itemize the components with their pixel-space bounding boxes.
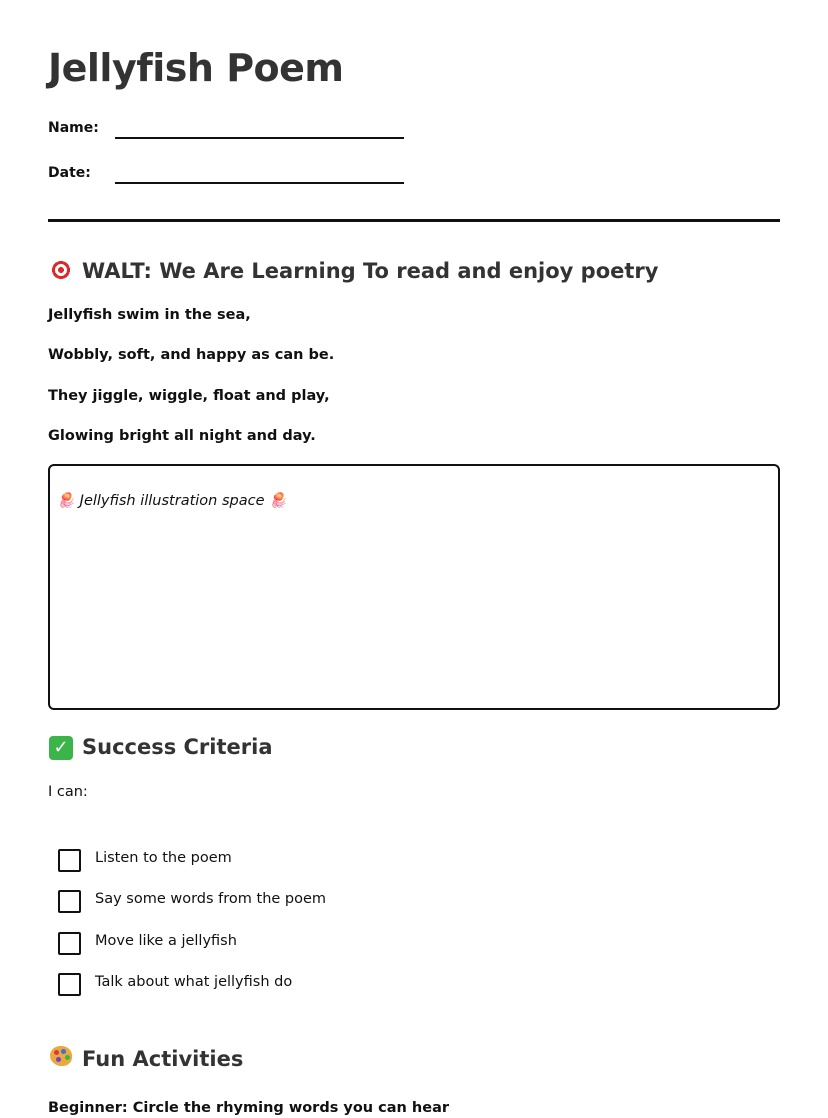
poem-line: Glowing bright all night and day. bbox=[48, 428, 316, 444]
criteria-text: Say some words from the poem bbox=[95, 891, 327, 907]
name-line[interactable] bbox=[115, 137, 404, 139]
artist-palette-icon bbox=[48, 1046, 74, 1071]
poem-line: Jellyfish swim in the sea, bbox=[48, 307, 251, 323]
divider bbox=[48, 219, 780, 222]
checkbox[interactable] bbox=[58, 890, 81, 913]
success-criteria-heading-text: Success Criteria bbox=[82, 735, 273, 759]
success-criteria-heading bbox=[48, 734, 273, 760]
beginner-activity: Beginner: Circle the rhyming words you can hear bbox=[48, 1100, 450, 1116]
fun-activities-heading-text: Fun Activities bbox=[82, 1046, 244, 1071]
illustration-box bbox=[48, 464, 780, 710]
name-label: Name: bbox=[48, 120, 99, 136]
criteria-text: Talk about what jellyfish do bbox=[95, 974, 293, 990]
name-field[interactable] bbox=[48, 114, 408, 144]
criteria-item-say-words[interactable] bbox=[58, 890, 558, 914]
checkbox[interactable] bbox=[58, 932, 81, 955]
date-line[interactable] bbox=[115, 182, 404, 184]
page-title: Jellyfish Poem bbox=[48, 46, 344, 90]
walt-heading bbox=[48, 258, 658, 283]
i-can-label: I can: bbox=[48, 784, 88, 800]
dart-target-icon bbox=[48, 258, 74, 283]
criteria-text: Listen to the poem bbox=[95, 850, 232, 866]
poem-line: They jiggle, wiggle, float and play, bbox=[48, 388, 330, 404]
checkbox[interactable] bbox=[58, 973, 81, 996]
date-label: Date: bbox=[48, 165, 91, 181]
walt-heading-text: WALT: We Are Learning To read and enjoy poetry bbox=[82, 258, 659, 283]
illustration-caption: 🪼 Jellyfish illustration space 🪼 bbox=[57, 493, 288, 509]
checkbox[interactable] bbox=[58, 849, 81, 872]
fun-activities-heading bbox=[48, 1046, 243, 1071]
criteria-item-listen[interactable] bbox=[58, 849, 558, 873]
poem-line: Wobbly, soft, and happy as can be. bbox=[48, 347, 335, 363]
date-field[interactable] bbox=[48, 159, 408, 189]
green-check-icon: ✓ bbox=[48, 734, 74, 760]
criteria-item-talk[interactable] bbox=[58, 973, 558, 997]
criteria-text: Move like a jellyfish bbox=[95, 933, 237, 949]
criteria-item-move[interactable] bbox=[58, 932, 558, 956]
